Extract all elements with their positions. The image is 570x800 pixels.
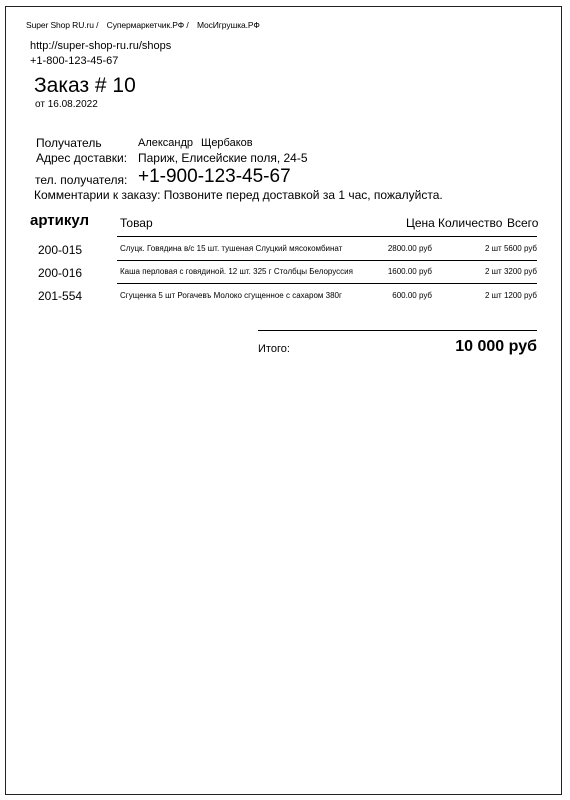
row-qty-total: 2 шт 1200 руб xyxy=(484,291,537,300)
table-divider xyxy=(117,236,537,237)
document-page xyxy=(5,6,562,795)
header-total: Всего xyxy=(507,216,539,230)
order-title: Заказ # 10 xyxy=(34,74,136,97)
recipient-label: Получатель xyxy=(36,136,102,150)
row-product-name: Слуцк. Говядина в/с 15 шт. тушеная Слуцкий мясокомбинат xyxy=(120,244,343,253)
row-article: 200-015 xyxy=(38,243,83,257)
address-value: Париж, Елисейские поля, 24-5 xyxy=(138,151,308,165)
row-qty-total: 2 шт 3200 руб xyxy=(484,267,537,276)
header-quantity: Количество xyxy=(438,216,503,230)
order-date: от 16.08.2022 xyxy=(35,99,98,110)
table-divider xyxy=(117,260,537,261)
row-qty-total: 2 шт 5600 руб xyxy=(484,244,537,253)
address-label: Адрес доставки: xyxy=(36,151,128,165)
row-article: 201-554 xyxy=(38,289,83,303)
recipient-last-name: Щербаков xyxy=(201,137,253,149)
shop-name: Super Shop RU.ru / xyxy=(26,20,99,30)
recipient-first-name: Александр xyxy=(138,137,194,149)
row-product-name: Каша перловая с говядиной. 12 шт. 325 г Столбцы Белоруссия xyxy=(120,267,353,276)
recipient-phone-label: тел. получателя: xyxy=(35,173,128,187)
row-price: 2800.00 руб xyxy=(387,244,432,253)
shop-url: http://super-shop-ru.ru/shops xyxy=(30,40,172,52)
summary-label: Итого: xyxy=(258,343,290,355)
order-comment: Комментарии к заказу: Позвоните перед доставкой за 1 час, пожалуйста. xyxy=(34,188,443,202)
header-product: Товар xyxy=(120,216,153,230)
shop-name: Супермаркетчик.РФ / xyxy=(106,20,189,30)
table-divider xyxy=(117,283,537,284)
header-price: Цена xyxy=(406,216,435,230)
shop-list xyxy=(26,20,266,30)
shop-name: МосИгрушка.РФ xyxy=(196,20,260,30)
row-price: 600.00 руб xyxy=(392,291,432,300)
row-article: 200-016 xyxy=(38,266,83,280)
row-price: 1600.00 руб xyxy=(387,267,432,276)
row-product-name: Сгущенка 5 шт Рогачевъ Молоко сгущенное с сахаром 380г xyxy=(120,291,342,300)
shop-phone: +1-800-123-45-67 xyxy=(30,55,119,67)
summary-value: 10 000 руб xyxy=(455,338,537,355)
summary-divider xyxy=(258,330,537,331)
recipient-phone: +1-900-123-45-67 xyxy=(138,166,291,187)
header-article: артикул xyxy=(30,212,90,229)
